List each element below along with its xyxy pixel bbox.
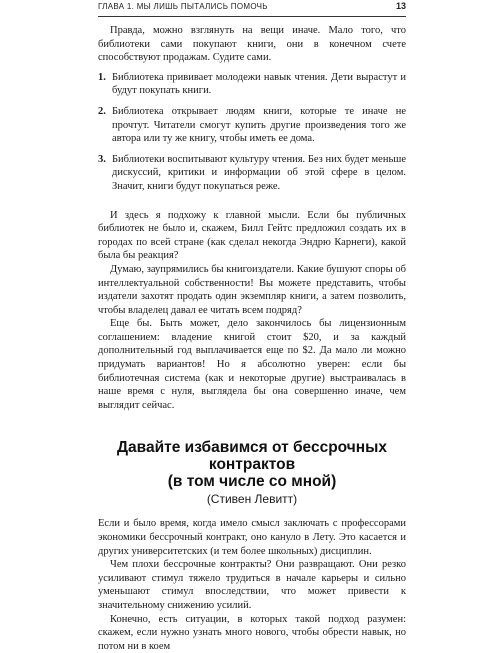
section-paragraph: Конечно, есть ситуации, в которых такой подход разумен: скажем, если нужно узнать много нового, чтобы обрести навык, но потом ни в коем xyxy=(98,613,406,652)
list-number: 3. xyxy=(98,153,106,165)
chapter-title: ГЛАВА 1. МЫ ЛИШЬ ПЫТАЛИСЬ ПОМОЧЬ xyxy=(98,2,268,11)
list-item xyxy=(98,153,406,194)
section-paragraph: Если и было время, когда имело смысл заключать с профессорами экономики бессрочный контракт, оно кануло в Лету. Это касается и других университетских (и тем более школьных) дисциплин. xyxy=(98,518,406,557)
body-paragraph: И здесь я подхожу к главной мысли. Если бы публичных библиотек не было и, скажем, Билл Гейтс предложил создать их в городах по всей стране (как сделал некогда Эндрю Карнеги), какой была бы реакция? xyxy=(98,209,406,262)
list-item-text: Библиотека прививает молодежи навык чтения. Дети вырастут и будут покупать книги. xyxy=(112,71,406,97)
list-item xyxy=(98,71,406,98)
body-paragraph: Думаю, заупрямились бы книгоиздатели. Какие бушуют споры об интеллектуальной собственности! Вы можете представить, чтобы издатели захотят продать один экземпляр книги, а затем позволить, чтобы владелец давал ее читать всем подряд? xyxy=(98,263,406,316)
list-item xyxy=(98,105,406,146)
list-number: 1. xyxy=(98,71,106,83)
list-number: 2. xyxy=(98,105,106,117)
intro-paragraph: Правда, можно взглянуть на вещи иначе. Мало того, что библиотеки сами покупают книги, они в конечном счете способствуют продажам. Судите сами. xyxy=(98,25,406,64)
numbered-list xyxy=(98,71,406,194)
section-paragraph: Чем плохи бессрочные контракты? Они развращают. Они резко усиливают стимул тяжело трудиться в начале карьеры и сильно уменьшают стимул впоследствии, что может привести к значительному снижению усилий. xyxy=(98,559,406,611)
section-heading-line: Давайте избавимся от бессрочных контрактов xyxy=(117,439,387,474)
list-item-text: Библиотеки воспитывают культуру чтения. Без них будет меньше дискуссий, критики и информации об этой сфере в целом. Значит, книги будут покупаться реже. xyxy=(112,153,406,192)
page-number: 13 xyxy=(395,1,406,11)
section-heading-line: (в том числе со мной) xyxy=(167,473,337,491)
section-author: (Стивен Левитт) xyxy=(206,492,298,507)
body-paragraph: Еще бы. Быть может, дело закончилось бы лицензионным соглашением: владение книгой стоит $20, и за каждый дополнительный год выплачивается еще по $2. Да мало ли можно придумать вариантов! Но я абсолютно уверен: если бы библиотечная система (как и некоторые другие) выстраивалась в наше время с нуля, выглядела бы она совершенно иначе, чем выглядит сейчас. xyxy=(98,318,406,411)
list-item-text: Библиотека открывает людям книги, которые те иначе не прочтут. Читатели смогут купить другие произведения того же автора или ту же книгу, чтобы иметь ее дома. xyxy=(112,105,406,145)
running-header xyxy=(98,0,406,17)
section-heading xyxy=(98,439,406,490)
page-body xyxy=(98,24,406,653)
